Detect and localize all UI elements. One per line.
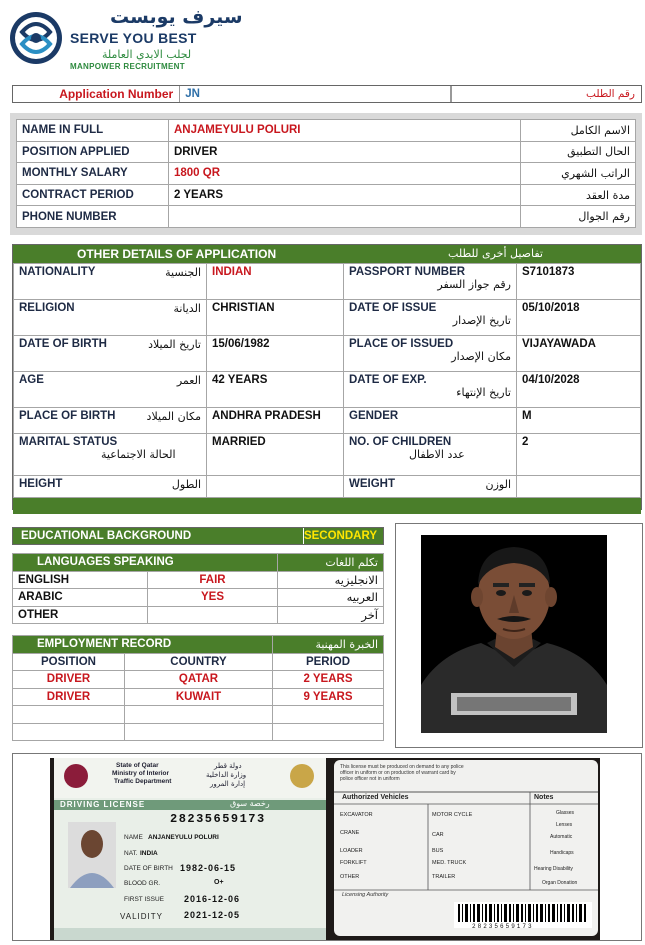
vehicle-class: FORKLIFT: [340, 860, 367, 866]
language-name: OTHER: [13, 606, 148, 624]
children-label: NO. OF CHILDREN: [349, 436, 452, 448]
children-label-arabic: عدد الاطفال: [409, 448, 465, 461]
license-note: Hearing Disability: [534, 866, 573, 872]
employment-title-arabic: الخبرة المهنية: [273, 636, 384, 654]
education-label: EDUCATIONAL BACKGROUND: [13, 528, 303, 544]
license-note: Organ Donation: [542, 880, 578, 886]
table-row: [13, 571, 384, 589]
license-nationality-label: NAT.: [124, 850, 138, 857]
issue-date-label: DATE OF ISSUE: [349, 302, 437, 314]
language-level: FAIR: [148, 571, 278, 589]
vehicle-class: CRANE: [340, 830, 360, 836]
other-details-footer-bar: [13, 498, 641, 514]
personal-info-box: [10, 113, 642, 235]
employment-period: 2 YEARS: [273, 671, 384, 689]
weight-label: WEIGHT: [349, 478, 395, 490]
height-label: HEIGHT: [19, 478, 63, 490]
table-row: [13, 706, 384, 724]
table-row: [17, 184, 636, 206]
license-state-arabic: دولة قطر: [214, 762, 242, 770]
employment-position: [13, 706, 125, 724]
table-row: [13, 671, 384, 689]
license-note: Automatic: [550, 834, 573, 840]
table-row: [14, 408, 641, 434]
table-row: [13, 688, 384, 706]
table-row: [13, 589, 384, 607]
personal-info-table: [16, 119, 636, 228]
religion-value: CHRISTIAN: [207, 300, 344, 336]
other-details-title: OTHER DETAILS OF APPLICATION: [77, 247, 277, 261]
contract-value: 2 YEARS: [169, 184, 521, 206]
vehicle-class: MED. TRUCK: [432, 860, 467, 866]
table-row: [17, 141, 636, 163]
languages-title-arabic: تكلم اللغات: [278, 554, 384, 572]
children-value: 2: [517, 434, 641, 476]
weight-value: [517, 476, 641, 498]
table-row: [17, 120, 636, 142]
license-note: Lenses: [556, 822, 573, 828]
position-value: DRIVER: [169, 141, 521, 163]
place-of-birth-label-arabic: مكان الميلاد: [146, 410, 201, 423]
phone-label: PHONE NUMBER: [17, 206, 169, 228]
languages-title: LANGUAGES SPEAKING: [13, 554, 278, 572]
vehicle-class: BUS: [432, 848, 444, 854]
education-row: [12, 527, 384, 545]
column-header-country: COUNTRY: [125, 653, 273, 671]
employment-period: [273, 706, 384, 724]
salary-value: 1800 QR: [169, 163, 521, 185]
license-id-number: 28235659173: [170, 812, 266, 826]
license-nationality: INDIA: [140, 850, 158, 857]
license-blood-group: O+: [214, 879, 224, 886]
license-first-issue: 2016-12-06: [184, 894, 241, 904]
marital-status-label-arabic: الحالة الاجتماعية: [101, 448, 176, 461]
nationality-value: INDIAN: [207, 264, 344, 300]
passport-value: S7101873: [517, 264, 641, 300]
table-row: [14, 434, 641, 476]
employment-table: [12, 635, 384, 741]
language-level: YES: [148, 589, 278, 607]
other-details-section: [12, 244, 642, 510]
table-row: [13, 606, 384, 624]
passport-label-arabic: رقم جواز السفر: [437, 278, 511, 291]
company-logo-icon: [8, 10, 64, 66]
dob-label: DATE OF BIRTH: [19, 338, 107, 350]
license-back: [334, 760, 598, 936]
other-details-title-arabic: تفاصيل أخرى للطلب: [448, 247, 543, 260]
religion-label-arabic: الديانة: [173, 302, 201, 315]
language-name-arabic: آخر: [278, 606, 384, 624]
place-of-birth-label: PLACE OF BIRTH: [19, 410, 116, 422]
place-issued-label-arabic: مكان الإصدار: [451, 350, 511, 363]
license-note: Handicaps: [550, 850, 574, 856]
vehicle-class: LOADER: [340, 848, 363, 854]
employment-period: 9 YEARS: [273, 688, 384, 706]
age-label: AGE: [19, 374, 44, 386]
employment-country: [125, 706, 273, 724]
vehicle-class: EXCAVATOR: [340, 812, 373, 818]
marital-status-value: MARRIED: [207, 434, 344, 476]
weight-label-arabic: الوزن: [485, 478, 511, 491]
place-of-birth-value: ANDHRA PRADESH: [207, 408, 344, 434]
employment-title: EMPLOYMENT RECORD: [13, 636, 273, 654]
religion-label: RELIGION: [19, 302, 75, 314]
employment-period: [273, 723, 384, 741]
table-row: [17, 206, 636, 228]
employment-country: [125, 723, 273, 741]
license-title: DRIVING LICENSE: [60, 800, 146, 809]
applicant-photo: [421, 535, 607, 733]
license-holder-name: ANJANEYULU POLURI: [148, 834, 219, 841]
license-notice: This license must be produced on demand to any police officer in uniform or on production of warrant card by police officer not in uniform: [340, 764, 464, 782]
employment-section: [12, 635, 384, 741]
language-name: ARABIC: [13, 589, 148, 607]
issue-date-label-arabic: تاريخ الإصدار: [452, 314, 511, 327]
employment-position: DRIVER: [13, 688, 125, 706]
employment-country: QATAR: [125, 671, 273, 689]
place-issued-label: PLACE OF ISSUED: [349, 338, 454, 350]
employment-column-headers: [13, 653, 384, 671]
position-label-arabic: الحال التطبيق: [521, 141, 636, 163]
authorized-vehicles-title: Authorized Vehicles: [342, 794, 409, 801]
passport-label: PASSPORT NUMBER: [349, 266, 466, 278]
vehicle-class: TRAILER: [432, 874, 456, 880]
licensing-authority-label: Licensing Authority: [342, 892, 389, 898]
brand-tagline: MANPOWER RECRUITMENT: [70, 62, 185, 71]
column-header-period: PERIOD: [273, 653, 384, 671]
license-state: State of Qatar: [116, 762, 159, 769]
employment-country: KUWAIT: [125, 688, 273, 706]
notes-title: Notes: [534, 794, 554, 801]
license-dob-label: DATE OF BIRTH: [124, 865, 173, 872]
application-number-label-arabic: رقم الطلب: [586, 88, 635, 100]
vehicle-class: MOTOR CYCLE: [432, 812, 473, 818]
dob-label-arabic: تاريخ الميلاد: [148, 338, 201, 351]
height-value: [207, 476, 344, 498]
education-value: SECONDARY: [303, 528, 383, 544]
employment-header: [13, 636, 384, 654]
language-name: ENGLISH: [13, 571, 148, 589]
table-row: [13, 723, 384, 741]
other-details-header: [13, 245, 641, 263]
employment-position: DRIVER: [13, 671, 125, 689]
nationality-label: NATIONALITY: [19, 266, 96, 278]
languages-section: [12, 553, 384, 624]
license-note: Glasses: [556, 810, 575, 816]
phone-value: [169, 206, 521, 228]
brand-name-arabic: سيرف يوبست: [110, 6, 243, 28]
vehicle-class: CAR: [432, 832, 444, 838]
vehicle-class: OTHER: [340, 874, 360, 880]
application-number-row: [12, 85, 642, 103]
languages-header: [13, 554, 384, 572]
height-label-arabic: الطول: [171, 478, 201, 491]
license-first-issue-label: FIRST ISSUE: [124, 896, 164, 903]
salary-label-arabic: الراتب الشهري: [521, 163, 636, 185]
dob-value: 15/06/1982: [207, 336, 344, 372]
expiry-label-arabic: تاريخ الإنتهاء: [456, 386, 511, 399]
license-ministry: Ministry of Interior: [112, 770, 170, 777]
language-name-arabic: الانجليزيه: [278, 571, 384, 589]
column-header-position: POSITION: [13, 653, 125, 671]
phone-label-arabic: رقم الجوال: [521, 206, 636, 228]
position-label: POSITION APPLIED: [17, 141, 169, 163]
issue-date-value: 05/10/2018: [517, 300, 641, 336]
age-label-arabic: العمر: [176, 374, 201, 387]
license-name-label: NAME: [124, 834, 143, 841]
place-issued-value: VIJAYAWADA: [517, 336, 641, 372]
salary-label: MONTHLY SALARY: [17, 163, 169, 185]
name-label: NAME IN FULL: [17, 120, 169, 142]
license-ministry-arabic: وزارة الداخلية: [206, 771, 247, 779]
language-name-arabic: العربيه: [278, 589, 384, 607]
barcode-number: 28235659173: [472, 923, 534, 930]
language-level: [148, 606, 278, 624]
license-blood-label: BLOOD GR.: [124, 880, 161, 887]
table-row: [14, 476, 641, 498]
license-validity: 2021-12-05: [184, 910, 241, 920]
name-value: ANJAMEYULU POLURI: [169, 120, 521, 142]
gender-label: GENDER: [349, 410, 399, 422]
contract-label: CONTRACT PERIOD: [17, 184, 169, 206]
expiry-value: 04/10/2028: [517, 372, 641, 408]
employment-position: [13, 723, 125, 741]
application-number-value: JN: [180, 86, 451, 102]
table-row: [17, 163, 636, 185]
table-row: [14, 264, 641, 300]
marital-status-label: MARITAL STATUS: [19, 436, 118, 448]
table-row: [14, 300, 641, 336]
expiry-label: DATE OF EXP.: [349, 374, 427, 386]
nationality-label-arabic: الجنسية: [165, 266, 201, 279]
application-number-label: Application Number: [13, 86, 180, 102]
table-row: [14, 372, 641, 408]
brand-name: SERVE YOU BEST: [70, 30, 197, 46]
license-department-arabic: إدارة المرور: [210, 780, 246, 788]
license-title-arabic: رخصة سوق: [230, 799, 270, 808]
gender-value: M: [517, 408, 641, 434]
contract-label-arabic: مدة العقد: [521, 184, 636, 206]
other-details-table: [13, 263, 641, 498]
age-value: 42 YEARS: [207, 372, 344, 408]
name-label-arabic: الاسم الكامل: [521, 120, 636, 142]
license-department: Traffic Department: [114, 778, 172, 785]
languages-table: [12, 553, 384, 624]
license-validity-label: VALIDITY: [120, 912, 163, 921]
table-row: [14, 336, 641, 372]
brand-tagline-arabic: لجلب الايدي العاملة: [102, 48, 192, 61]
license-dob: 1982-06-15: [180, 863, 237, 873]
license-front: [54, 758, 326, 940]
